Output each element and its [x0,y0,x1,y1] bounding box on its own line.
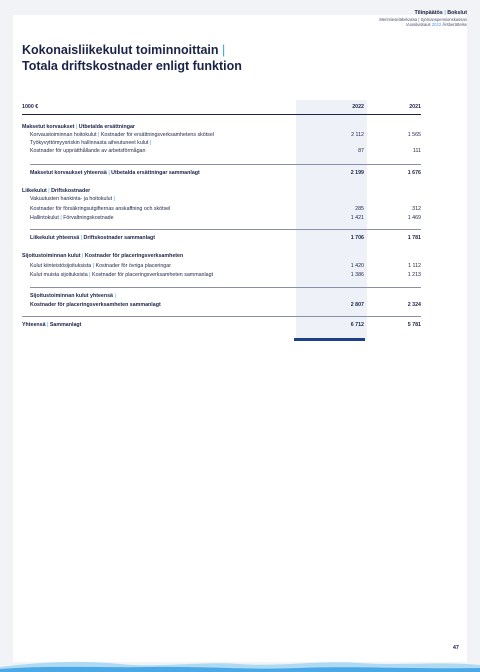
header-title [379,10,467,17]
page-title-sv: Totala driftskostnader enligt funktion [22,58,242,73]
header-report-sv: Årsberättelse [442,22,467,27]
subtotal-row: Maksetut korvaukset yhteensä | Utbetalda ersättningar sammanlagt 2 199 1 676 [30,170,421,176]
table-row: Sijoitustoiminnan kulut | Kostnader för placeringsverksamheten [22,253,184,259]
subtotal-row: Kostnader för placeringsverksamheten sammanlagt 2 807 2 324 [30,302,421,308]
page-title [22,43,242,74]
unit-label: 1000 € [22,104,39,110]
footer-wave-decoration [0,658,480,672]
header-report [379,22,467,27]
table-row: Korvaustoiminnan hoitokulut | Kostnader för ersättningsverksamhetens skötsel 2 112 1 565 [30,132,421,138]
running-header [379,10,467,27]
header-report-fi: Vuosikatsaus [405,22,431,27]
column-2021: 2021 [409,104,421,110]
header-org: Merimieseläkekassa | Sjömanspensionskassan [379,16,467,22]
table-header-row [22,103,421,112]
page-number: 47 [452,645,459,651]
subtotal-rule [30,229,421,230]
table-row: Hallintokulut | Förvaltningskostnade 1 421 1 469 [30,215,421,221]
header-title-fi: Tilinpäätös [414,10,443,16]
header-title-sv: Bokslut [447,10,467,16]
total-row: Yhteensä | Sammanlagt 6 712 5 781 [22,322,421,328]
table-row: Liikekulut | Driftskostnader [22,188,91,194]
column-2022: 2022 [352,104,364,110]
page [13,15,467,662]
table-row: Kostnader för försäkringsutgifternas anskaffning och skötsel 285 312 [30,206,421,212]
subtotal-rule [30,164,421,165]
page-title-fi: Kokonaisliikekulut toiminnoittain | [22,43,226,57]
table-row: Maksetut korvaukset | Utbetalda ersättningar [22,124,135,130]
subtotal-row: Sijoitustoiminnan kulut yhteensä | [30,293,116,299]
table-row: Kulut kiinteistösijoituksista | Kostnader för övriga placeringar 1 420 1 112 [30,263,421,269]
table-row: Kulut muista sijoituksista | Kostnader för placeringsverksamheten sammanlagt 1 386 1 213 [30,272,421,278]
subtotal-row: Liikekulut yhteensä | Driftskostnader sammanlagt 1 706 1 781 [30,235,421,241]
header-separator: | [444,10,446,16]
subtotal-rule [30,287,421,288]
table-row: Työkyvyttömyysriskin hallinnasta aiheutuneet kulut | [30,140,152,146]
table-row: Kostnader för upprätthållande av arbetsförmågan 87 111 [30,148,421,154]
table-row: Vakuutusten hankinta- ja hoitokulut | [30,196,115,202]
header-rule [22,114,421,115]
current-year-accent-bar [294,338,365,341]
total-rule [22,316,421,317]
header-year: 2022 [431,22,442,27]
